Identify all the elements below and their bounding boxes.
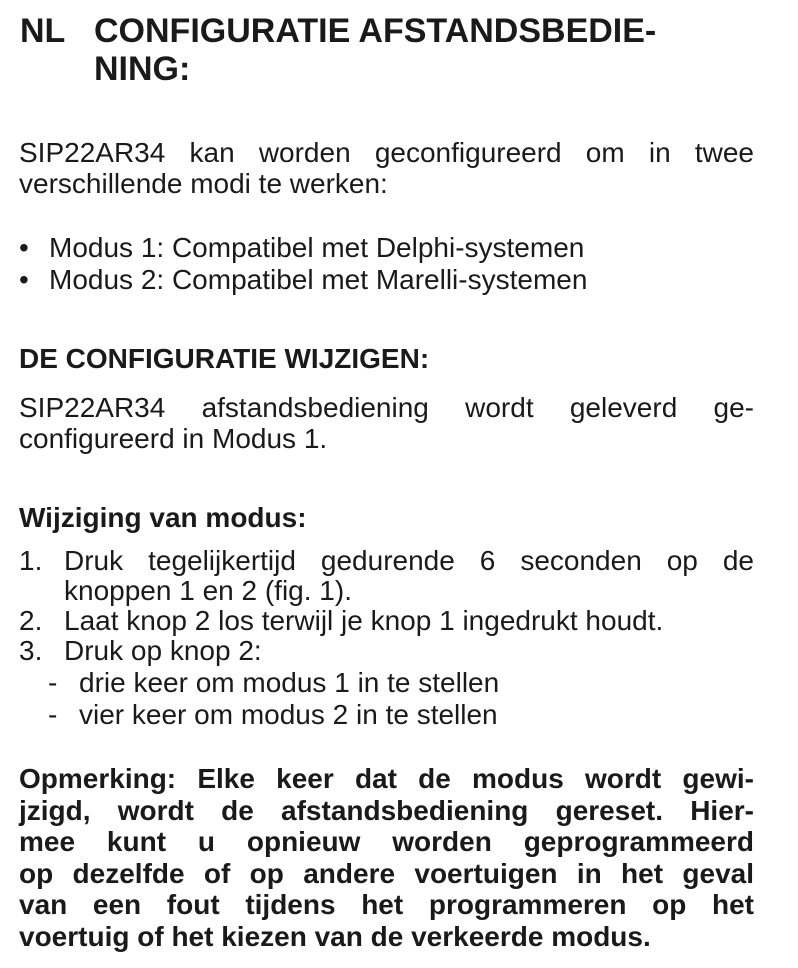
substep-item: [19, 700, 754, 732]
step-number: 1.: [19, 545, 43, 576]
note-line: voertuig of het kiezen van de verkeerde modus.: [19, 920, 651, 952]
note-paragraph: [19, 763, 754, 952]
intro-line: SIP22AR34 kan worden geconfigureerd om in twee: [19, 137, 754, 168]
note-line: mee kunt u opnieuw worden geprogrammeerd: [19, 826, 754, 857]
step-text: [64, 546, 754, 606]
note-line: jzigd, wordt de afstandsbediening gereset. Hier-: [19, 794, 754, 826]
title-line: NING:: [94, 50, 191, 88]
substep-text: vier keer om modus 2 in te stellen: [79, 699, 498, 730]
mode-label: Modus 1: Compatibel met Delphi-systemen: [49, 232, 585, 263]
bullet-icon: •: [19, 232, 29, 263]
dash-icon: -: [48, 667, 58, 698]
substep-text: drie keer om modus 1 in te stellen: [79, 667, 500, 698]
procedure-steps: [19, 546, 754, 732]
step-line: Druk tegelijkertijd gedurende 6 seconden op de: [64, 545, 754, 576]
intro-line: verschillende modi te werken:: [19, 168, 388, 199]
title-line: CONFIGURATIE AFSTANDSBEDIE-: [94, 12, 657, 50]
paragraph-line: SIP22AR34 afstandsbediening wordt geleverd ge-: [19, 392, 754, 423]
step-text: [64, 606, 754, 636]
note-line: op dezelfde of op andere voertuigen in het geval: [19, 857, 754, 889]
step-item: [19, 546, 754, 606]
mode-list: [19, 232, 754, 296]
dash-icon: -: [48, 699, 58, 730]
mode-label: Modus 2: Compatibel met Marelli-systemen: [49, 264, 588, 295]
paragraph-line: configureerd in Modus 1.: [19, 423, 328, 454]
step-item: [19, 606, 754, 636]
intro-paragraph: [19, 137, 754, 199]
step-number: 3.: [19, 635, 43, 666]
step-text: [64, 636, 754, 666]
step-line: Laat knop 2 los terwijl je knop 1 ingedrukt houdt.: [64, 605, 664, 636]
note-line: Opmerking: Elke keer dat de modus wordt gewi-: [19, 763, 754, 794]
bullet-icon: •: [19, 264, 29, 295]
procedure-heading: Wijziging van modus:: [19, 502, 307, 533]
step-number: 2.: [19, 605, 43, 636]
list-item: [19, 232, 754, 264]
substep-item: [19, 668, 754, 700]
note-line: van een fout tijdens het programmeren op het: [19, 889, 754, 920]
step-line: knoppen 1 en 2 (fig. 1).: [64, 575, 352, 606]
page-title: [94, 12, 754, 88]
list-item: [19, 264, 754, 296]
change-config-paragraph: [19, 392, 754, 454]
change-config-heading: DE CONFIGURATIE WIJZIGEN:: [19, 343, 430, 374]
language-code: NL: [20, 12, 66, 50]
step-item: [19, 636, 754, 666]
step-line: Druk op knop 2:: [64, 635, 262, 666]
